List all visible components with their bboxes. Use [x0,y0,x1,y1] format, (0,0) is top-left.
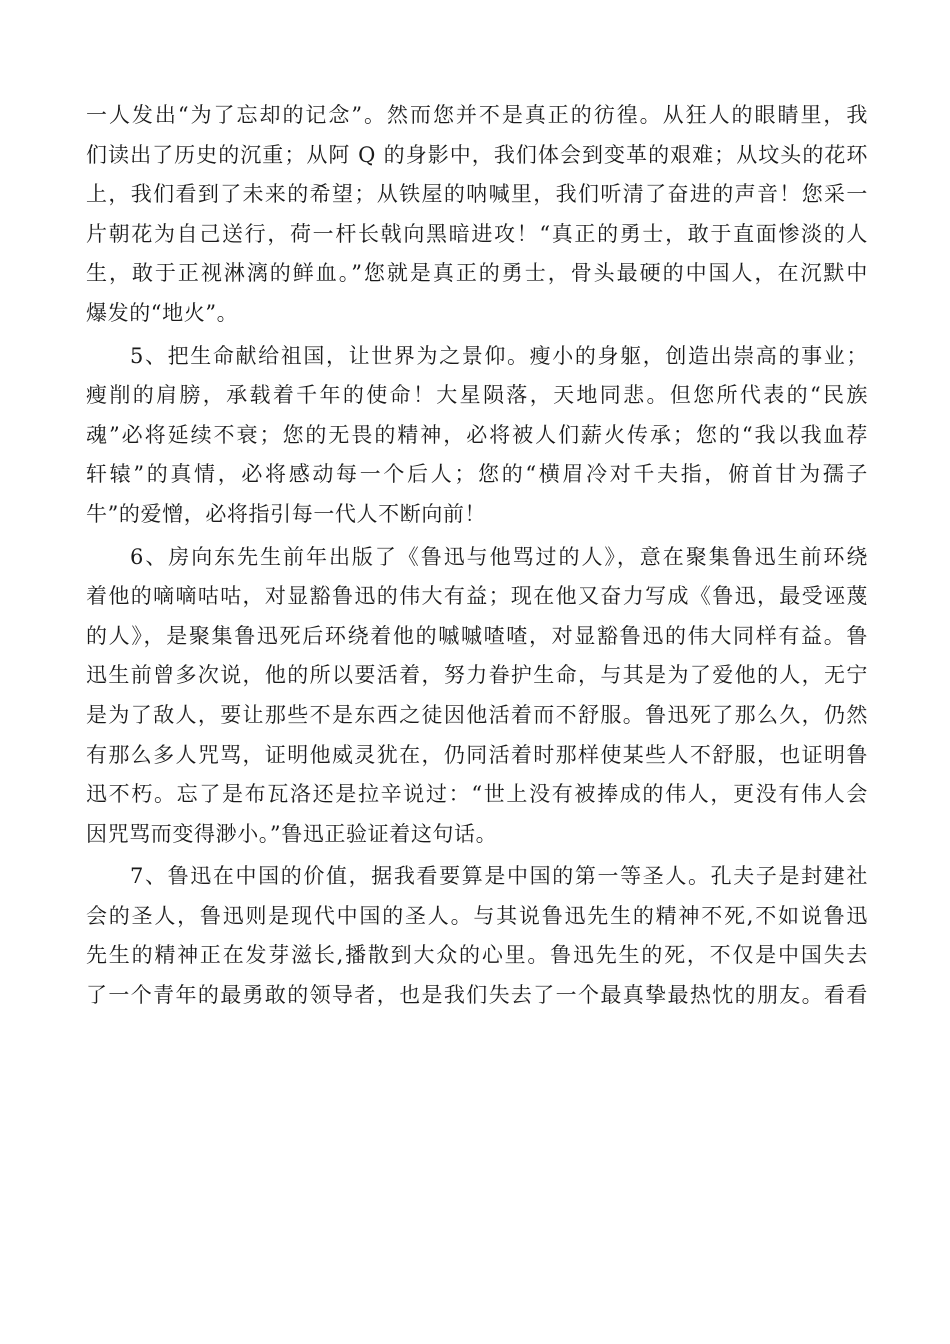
text-line: 迅不朽。忘了是布瓦洛还是拉辛说过：“世上没有被捧成的伟人，更没有伟人会 [86,782,868,807]
text-line: 轩辕”的真情，必将感动每一个后人；您的“横眉冷对千夫指，俯首甘为孺子 [86,462,868,487]
text-line: 会的圣人，鲁迅则是现代中国的圣人。与其说鲁迅先生的精神不死,不如说鲁迅 [86,903,868,928]
paragraph-7 [86,857,868,1015]
text-line: 了一个青年的最勇敢的领导者，也是我们失去了一个最真挚最热忱的朋友。看看 [86,983,868,1008]
paragraph-continued [86,96,868,334]
text-line: 的人》，是聚集鲁迅死后环绕着他的嘁嘁喳喳，对显豁鲁迅的伟大同样有益。鲁 [86,623,868,648]
text-line: 7、鲁迅在中国的价值，据我看要算是中国的第一等圣人。孔夫子是封建社 [130,864,868,889]
text-line: 5、把生命献给祖国，让世界为之景仰。瘦小的身躯，创造出崇高的事业； [130,343,868,368]
text-line: 魂”必将延续不衰；您的无畏的精神，必将被人们薪火传承；您的“我以我血荐 [86,422,868,447]
text-line: 6、房向东先生前年出版了《鲁迅与他骂过的人》，意在聚集鲁迅生前环绕 [130,544,868,569]
text-line: 们读出了历史的沉重；从阿 Q 的身影中，我们体会到变革的艰难；从坟头的花环 [86,142,868,167]
document-body [86,96,868,1016]
text-line: 爆发的“地火”。 [86,300,239,325]
text-line: 有那么多人咒骂，证明他威灵犹在，仍同活着时那样使某些人不舒服，也证明鲁 [86,742,868,767]
paragraph-6 [86,538,868,855]
text-line: 牛”的爱憎，必将指引每一代人不断向前！ [86,501,487,526]
text-line: 因咒骂而变得渺小。”鲁迅正验证着这句话。 [86,821,498,846]
text-line: 片朝花为自己送行，荷一杆长戟向黑暗进攻！“真正的勇士，敢于直面惨淡的人 [86,221,868,246]
text-line: 着他的嘀嘀咕咕，对显豁鲁迅的伟大有益；现在他又奋力写成《鲁迅，最受诬蔑 [86,584,868,609]
text-line: 上，我们看到了未来的希望；从铁屋的呐喊里，我们听清了奋进的声音！您采一 [86,182,868,207]
text-line: 生，敢于正视淋漓的鲜血。”您就是真正的勇士，骨头最硬的中国人，在沉默中 [86,261,868,286]
text-line: 瘦削的肩膀，承载着千年的使命！大星陨落，天地同悲。但您所代表的“民族 [86,383,868,408]
text-line: 是为了敌人，要让那些不是东西之徒因他活着而不舒服。鲁迅死了那么久，仍然 [86,702,868,727]
text-line: 迅生前曾多次说，他的所以要活着，努力眷护生命，与其是为了爱他的人，无宁 [86,663,868,688]
text-line: 一人发出“为了忘却的记念”。然而您并不是真正的彷徨。从狂人的眼睛里，我 [86,103,868,127]
paragraph-5 [86,337,868,535]
text-line: 先生的精神正在发芽滋长,播散到大众的心里。鲁迅先生的死，不仅是中国失去 [86,943,868,968]
